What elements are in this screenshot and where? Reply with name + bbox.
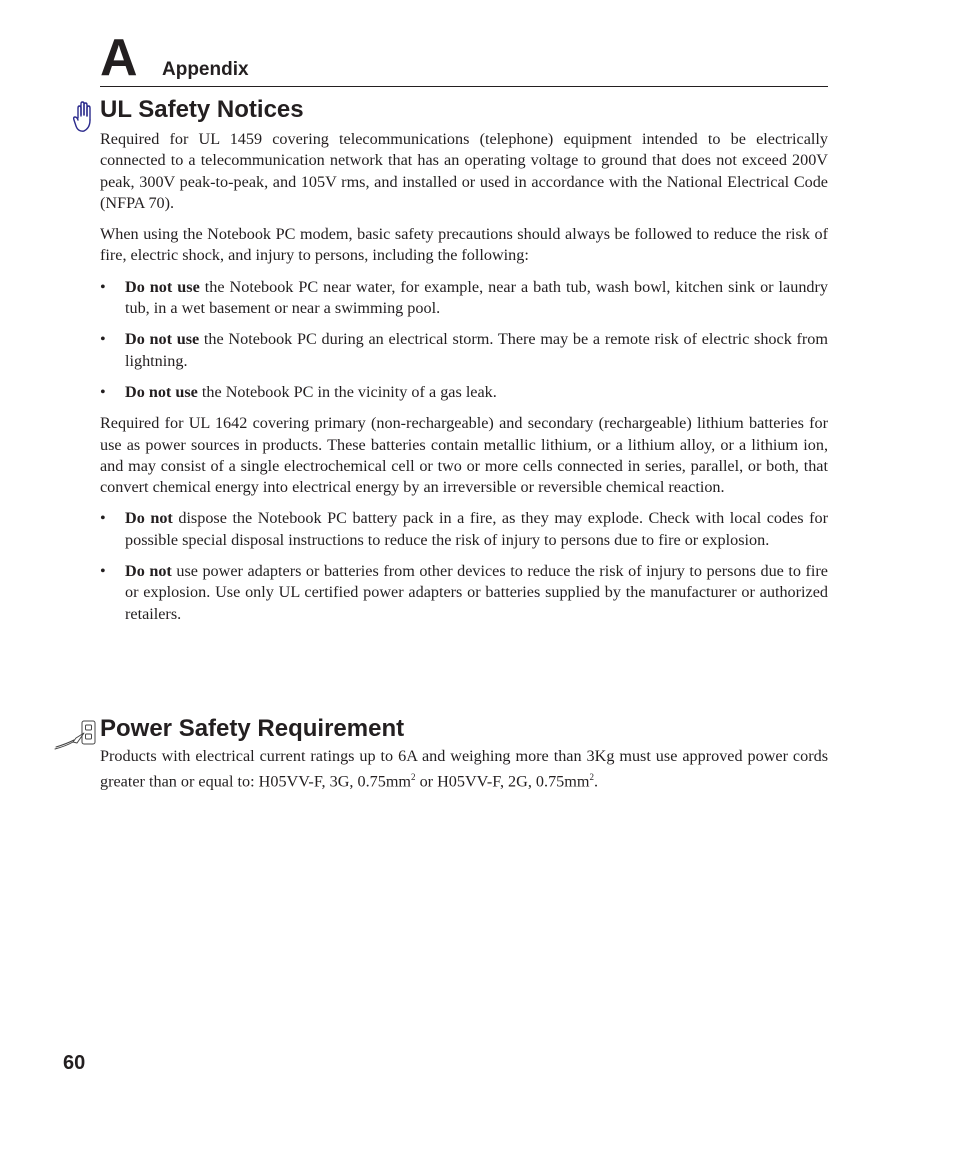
modem-precautions-paragraph: When using the Notebook PC modem, basic safety precautions should always be followed to reduce the risk of fire, electric shock, and injury to persons, including the following: bbox=[100, 225, 828, 265]
list-item: • Do not use the Notebook PC in the vicinity of a gas leak. bbox=[100, 382, 497, 401]
chapter-title: Appendix bbox=[162, 59, 249, 80]
power-safety-title: Power Safety Requirement bbox=[100, 715, 405, 742]
power-safety-body bbox=[100, 746, 828, 803]
list-item: • Do not use the Notebook PC during an electrical storm. There may be a remote risk of electric shock from lightning. bbox=[100, 330, 828, 370]
list-item: • Do not use the Notebook PC near water, for example, near a bath tub, wash bowl, kitchen sink or laundry tub, in a wet basement or near a swimming pool. bbox=[100, 277, 828, 318]
page-number: 60 bbox=[63, 1052, 86, 1074]
list-item: • Do not use power adapters or batteries from other devices to reduce the risk of injury to persons due to fire or explosion. Use only UL certified power adapters or batteries supplied by the manufacturer or authorized retailers. bbox=[100, 562, 828, 623]
raised-hand-icon bbox=[72, 100, 98, 134]
power-cord-paragraph: Products with electrical current ratings up to 6A and weighing more than 3Kg must use approved power cords greater than or equal to: H05VV-F, 3G, $0.75mm^2$ or H05VV-F, 2G, $0.75mm^2$. bbox=[100, 747, 828, 791]
power-plug-icon bbox=[54, 718, 98, 752]
ul-safety-title: UL Safety Notices bbox=[100, 96, 304, 123]
battery-bullet-list bbox=[100, 508, 828, 624]
list-item: • Do not dispose the Notebook PC battery pack in a fire, as they may explode. Check with local codes for possible special disposal instructions to reduce the risk of injury to persons due to fire or explosion. bbox=[100, 509, 828, 549]
chapter-letter: A bbox=[100, 29, 138, 87]
chapter-header bbox=[100, 30, 828, 87]
ul1459-paragraph: Required for UL 1459 covering telecommunications (telephone) equipment intended to be electrically connected to a telecommunication network that has an operating voltage to ground that does not exceed 200V peak, 300V peak-to-peak, and 105V rms, and installed or used in accordance with the National Electrical Code (NFPA 70). bbox=[100, 130, 828, 212]
modem-bullet-list bbox=[100, 277, 828, 403]
ul-safety-body bbox=[100, 129, 828, 635]
ul1642-paragraph: Required for UL 1642 covering primary (non-rechargeable) and secondary (rechargeable) lithium batteries for use as power sources in products. These batteries contain metallic lithium, or a lithium alloy, or a lithium ion, and may consist of a single electrochemical cell or two or more cells connected in series, parallel, or both, that convert chemical energy into electrical energy by an irreversible or reversible chemical reaction. bbox=[100, 414, 828, 497]
